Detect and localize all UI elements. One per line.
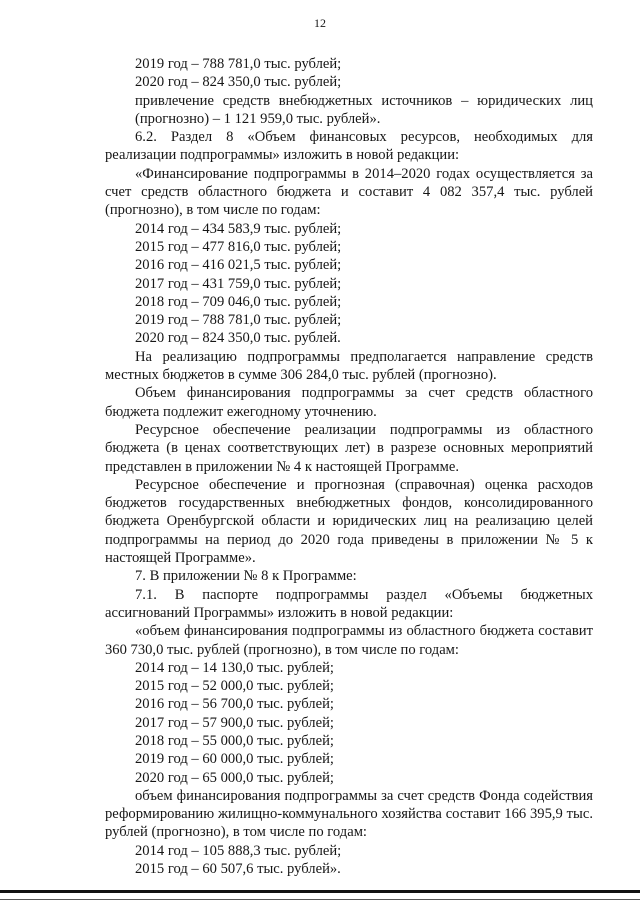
paragraph-local-budgets: На реализацию подпрограммы предполагается направление средств местных бюджетов в сумме 306 284,0 тыс. рублей (прогнозно).: [105, 348, 593, 384]
year-list-program: [105, 659, 593, 787]
document-body: [105, 55, 593, 878]
paragraph-extra-sources: привлечение средств внебюджетных источников – юридических лиц (прогнозно) – 1 121 959,0 тыс. рублей».: [135, 92, 593, 127]
list-item: 2019 год – 788 781,0 тыс. рублей;: [135, 312, 342, 329]
year-list-top: [105, 55, 593, 92]
year-list-regional: [105, 220, 593, 348]
list-item: 2016 год – 56 700,0 тыс. рублей;: [135, 696, 334, 713]
page-number: 12: [314, 16, 326, 30]
list-item: 2018 год – 55 000,0 тыс. рублей;: [135, 732, 334, 749]
list-item: 2018 год – 709 046,0 тыс. рублей;: [135, 293, 342, 310]
list-item: 2020 год – 824 350,0 тыс. рублей.: [135, 330, 341, 347]
list-item: 2014 год – 14 130,0 тыс. рублей;: [135, 659, 334, 676]
paragraph-resource: Ресурсное обеспечение реализации подпрограммы из областного бюджета (в ценах соответствующих лет) в разрезе основных мероприятий представлен в приложении № 4 к настоящей Программе.: [105, 421, 593, 475]
list-item: 2015 год – 60 507,6 тыс. рублей».: [135, 861, 341, 878]
paragraph-7: 7. В приложении № 8 к Программе:: [135, 568, 357, 585]
bottom-rule-thin: [0, 899, 640, 900]
list-item: 2019 год – 60 000,0 тыс. рублей;: [135, 751, 334, 768]
list-item: 2014 год – 434 583,9 тыс. рублей;: [135, 220, 342, 237]
list-item: 2020 год – 65 000,0 тыс. рублей;: [135, 769, 334, 786]
year-list-fund: [105, 842, 593, 879]
list-item: 2017 год – 431 759,0 тыс. рублей;: [135, 275, 342, 292]
list-item: 2016 год – 416 021,5 тыс. рублей;: [135, 257, 342, 274]
list-item: 2017 год – 57 900,0 тыс. рублей;: [135, 714, 334, 731]
paragraph-7-1: 7.1. В паспорте подпрограммы раздел «Объемы бюджетных ассигнований Программы» изложить в новой редакции:: [105, 586, 593, 621]
paragraph-volume: «объем финансирования подпрограммы из областного бюджета составит 360 730,0 тыс. рублей (прогнозно), в том числе по годам:: [105, 623, 593, 658]
paragraph-fund: объем финансирования подпрограммы за счет средств Фонда содействия реформированию жилищно-коммунального хозяйства составит 166 395,9 тыс. рублей (прогнозно), в том числе по годам:: [105, 787, 593, 841]
list-item: 2015 год – 52 000,0 тыс. рублей;: [135, 678, 334, 695]
list-item: 2019 год – 788 781,0 тыс. рублей;: [135, 56, 342, 72]
list-item: 2020 год – 824 350,0 тыс. рублей;: [135, 74, 342, 91]
bottom-rule: [0, 890, 640, 893]
list-item: 2015 год – 477 816,0 тыс. рублей;: [135, 238, 342, 255]
list-item: 2014 год – 105 888,3 тыс. рублей;: [135, 842, 342, 859]
paragraph-financing: «Финансирование подпрограммы в 2014–2020 годах осуществляется за счет средств областного бюджета и составит 4 082 357,4 тыс. рублей (прогнозно), в том числе по годам:: [105, 165, 593, 219]
paragraph-6-2: 6.2. Раздел 8 «Объем финансовых ресурсов, необходимых для реализации подпрограммы» изложить в новой редакции:: [105, 129, 593, 164]
paragraph-forecast: Ресурсное обеспечение и прогнозная (справочная) оценка расходов бюджетов государственных внебюджетных фондов, консолидированного бюджета Оренбургской области и юридических лиц на реализацию целей подпрограммы на период до 2020 года приведены в приложении № 5 к настоящей Программе».: [105, 476, 593, 567]
paragraph-annual-update: Объем финансирования подпрограммы за счет средств областного бюджета подлежит ежегодному уточнению.: [105, 385, 593, 420]
